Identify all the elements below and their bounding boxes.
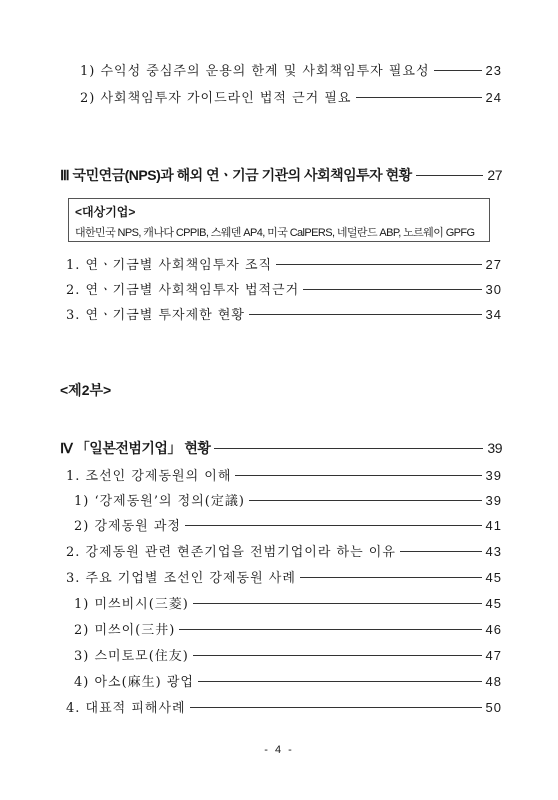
toc-entry-label: Ⅲ 국민연금(NPS)과 해외 연ㆍ기금 기관의 사회책임투자 현황 [60,167,412,183]
leader-line [300,577,482,578]
toc-entry-page: 39 [485,468,502,483]
toc-entry-page: 47 [485,648,502,663]
toc-entry-page: 24 [485,90,502,105]
toc-entry-label: 2) 강제동원 과정 [74,519,181,534]
toc-entry[interactable] [66,697,502,716]
leader-line [356,97,482,98]
leader-line [193,655,482,656]
leader-line [249,500,482,501]
toc-entry-page: 34 [485,307,502,322]
leader-line [193,603,482,604]
toc-entry[interactable] [80,87,502,106]
toc-entry[interactable] [74,619,502,638]
toc-entry[interactable] [74,490,502,509]
leader-line [249,314,482,315]
toc-entry-page: 30 [485,282,502,297]
toc-entry-label: 3. 주요 기업별 조선인 강제동원 사례 [66,571,296,586]
toc-entry-label: Ⅳ 「일본전범기업」 현황 [60,440,211,456]
toc-entry-label: 1) ‘강제동원’의 정의(定議) [74,494,245,509]
toc-entry[interactable] [66,304,502,323]
toc-entry[interactable] [74,515,502,534]
toc-entry-label: 2) 미쓰이(三井) [74,623,176,638]
target-companies-box [68,198,490,242]
leader-line [198,681,482,682]
toc-entry[interactable] [66,567,502,586]
toc-entry-page: 27 [485,257,502,272]
toc-entry-label: 2. 강제동원 관련 현존기업을 전범기업이라 하는 이유 [66,545,396,560]
toc-entry-label: 1. 조선인 강제동원의 이해 [66,469,232,484]
toc-entry[interactable] [66,254,502,273]
leader-line [179,629,481,630]
toc-entry-page: 43 [485,544,502,559]
leader-line [416,175,484,176]
toc-entry-page: 27 [487,167,502,183]
toc-entry[interactable] [66,541,502,560]
toc-entry-label: 1) 수익성 중심주의 운용의 한계 및 사회책임투자 필요성 [80,64,430,79]
toc-entry-page: 45 [485,596,502,611]
target-box-title: <대상기업> [75,205,136,219]
toc-entry-label: 3) 스미토모(住友) [74,649,189,664]
toc-entry[interactable] [74,671,502,690]
toc-entry-label: 2) 사회책임투자 가이드라인 법적 근거 필요 [80,91,352,106]
toc-entry-label: 1) 미쓰비시(三菱) [74,597,189,612]
toc-entry-label: 2. 연ㆍ기금별 사회책임투자 법적근거 [66,283,300,298]
toc-entry-page: 45 [485,570,502,585]
toc-section-heading[interactable] [60,165,502,185]
leader-line [303,289,481,290]
toc-entry[interactable] [74,645,502,664]
part-label: <제2부> [60,382,112,398]
toc-entry[interactable] [80,60,502,79]
toc-entry-page: 39 [485,493,502,508]
toc-entry-label: 4) 아소(麻生) 광업 [74,675,194,690]
target-box-content: 대한민국 NPS, 캐나다 CPPIB, 스웨덴 AP4, 미국 CalPERS, 네덜란드 ABP, 노르웨이 GPFG [75,227,475,239]
toc-section-heading[interactable] [60,438,502,458]
leader-line [276,264,481,265]
toc-entry[interactable] [74,593,502,612]
toc-entry-page: 50 [485,700,502,715]
toc-entry-label: 3. 연ㆍ기금별 투자제한 현황 [66,308,245,323]
leader-line [185,525,482,526]
toc-entry-page: 23 [485,63,502,78]
toc-entry[interactable] [66,465,502,484]
toc-entry-label: 4. 대표적 피해사례 [66,701,186,716]
toc-entry[interactable] [66,279,502,298]
toc-entry-page: 48 [485,674,502,689]
leader-line [190,707,482,708]
toc-entry-page: 46 [485,622,502,637]
toc-entry-label: 1. 연ㆍ기금별 사회책임투자 조직 [66,258,273,273]
page-number: - 4 - [264,744,294,756]
leader-line [235,475,481,476]
toc-entry-page: 39 [487,440,502,456]
leader-line [214,448,483,449]
leader-line [434,70,482,71]
leader-line [400,551,482,552]
toc-entry-page: 41 [485,518,502,533]
